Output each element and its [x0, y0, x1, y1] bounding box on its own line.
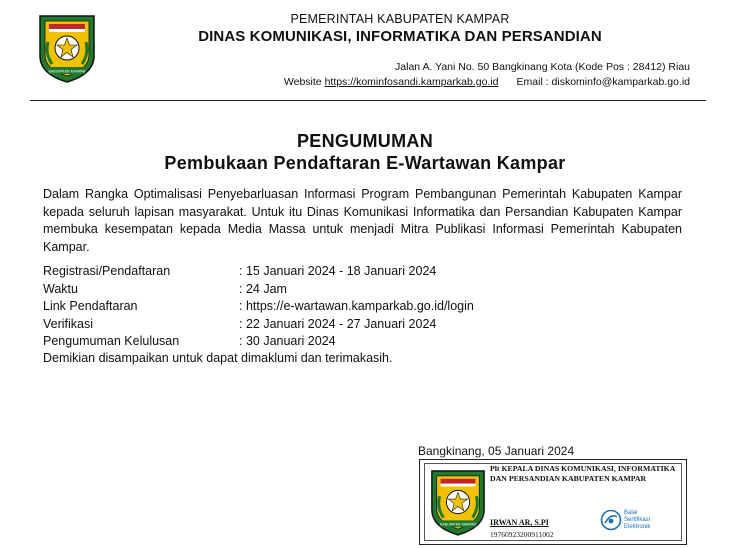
kampar-regency-logo — [36, 12, 98, 84]
bsre-logo-icon — [600, 509, 622, 531]
detail-label: Pengumuman Kelulusan — [43, 334, 180, 349]
government-name: PEMERINTAH KABUPATEN KAMPAR — [290, 12, 510, 26]
place-date: Bangkinang, 05 Januari 2024 — [418, 444, 575, 458]
detail-value: : 24 Jam — [239, 281, 287, 296]
website-label: Website — [283, 76, 322, 88]
letterhead-divider — [30, 100, 706, 101]
detail-label: Link Pendaftaran — [43, 299, 138, 314]
detail-value: : 30 Januari 2024 — [239, 334, 336, 349]
detail-label: Waktu — [43, 281, 78, 296]
detail-row — [43, 316, 474, 334]
bsre-label-line: Balai — [624, 510, 638, 516]
contact-line — [110, 76, 690, 88]
bsre-label-line: Elektronik — [624, 523, 651, 530]
office-address: Jalan A. Yani No. 50 Bangkinang Kota (Kode Pos : 28412) Riau — [395, 61, 690, 73]
detail-row — [43, 298, 474, 316]
kampar-regency-logo — [428, 466, 488, 538]
closing-statement: Demikian disampaikan untuk dapat dimaklumi dan terimakasih. — [43, 351, 393, 365]
detail-value: : 15 Januari 2024 - 18 Januari 2024 — [239, 264, 437, 278]
detail-row — [43, 333, 474, 351]
letterhead — [110, 12, 690, 88]
logo-ribbon-text: KABUPATEN KAMPAR — [48, 69, 86, 74]
announcement-subtitle: Pembukaan Pendaftaran E-Wartawan Kampar — [164, 153, 566, 173]
email-info: Email : diskominfo@kamparkab.go.id — [516, 76, 690, 88]
bsre-label-line: Sertifikasi — [624, 516, 651, 523]
announcement-body: Dalam Rangka Optimalisasi Penyebarluasan Informasi Program Pembangunan Pemerintah Kabupaten Kampar kepada seluruh lapisan masyarakat. Untuk itu Dinas Komunikasi Informatika dan Persandian Kabupaten Kampar membuka kesempatan kepada Media Massa untuk menjadi Mitra Publikasi Informasi Pemerintah Kabupaten Kampar. — [43, 187, 682, 254]
detail-label: Verifikasi — [43, 316, 94, 331]
bsre-label — [624, 510, 650, 530]
signatory-nip: 19760923200911002 — [490, 530, 554, 539]
signatory-title-line: DAN PERSANDIAN KABUPATEN KAMPAR — [490, 473, 647, 483]
announcement-title: PENGUMUMAN — [297, 131, 433, 151]
detail-label: Registrasi/Pendaftaran — [43, 264, 171, 278]
website-link[interactable]: https://kominfosandi.kamparkab.go.id — [324, 76, 499, 88]
signatory-name: IRWAN AR, S.PI — [490, 518, 549, 527]
electronic-signature-box — [419, 459, 687, 545]
signatory-title — [490, 464, 680, 483]
registration-link[interactable]: : https://e-wartawan.kamparkab.go.id/login — [239, 299, 474, 314]
detail-value: : 22 Januari 2024 - 27 Januari 2024 — [239, 316, 437, 331]
schedule-details — [43, 263, 474, 351]
signatory-title-line: Plt KEPALA DINAS KOMUNIKASI, INFORMATIKA — [490, 464, 676, 473]
logo-ribbon-text: KABUPATEN KAMPAR — [440, 522, 476, 527]
detail-row — [43, 263, 474, 281]
detail-row — [43, 281, 474, 299]
department-name: DINAS KOMUNIKASI, INFORMATIKA DAN PERSANDIAN — [198, 28, 602, 45]
